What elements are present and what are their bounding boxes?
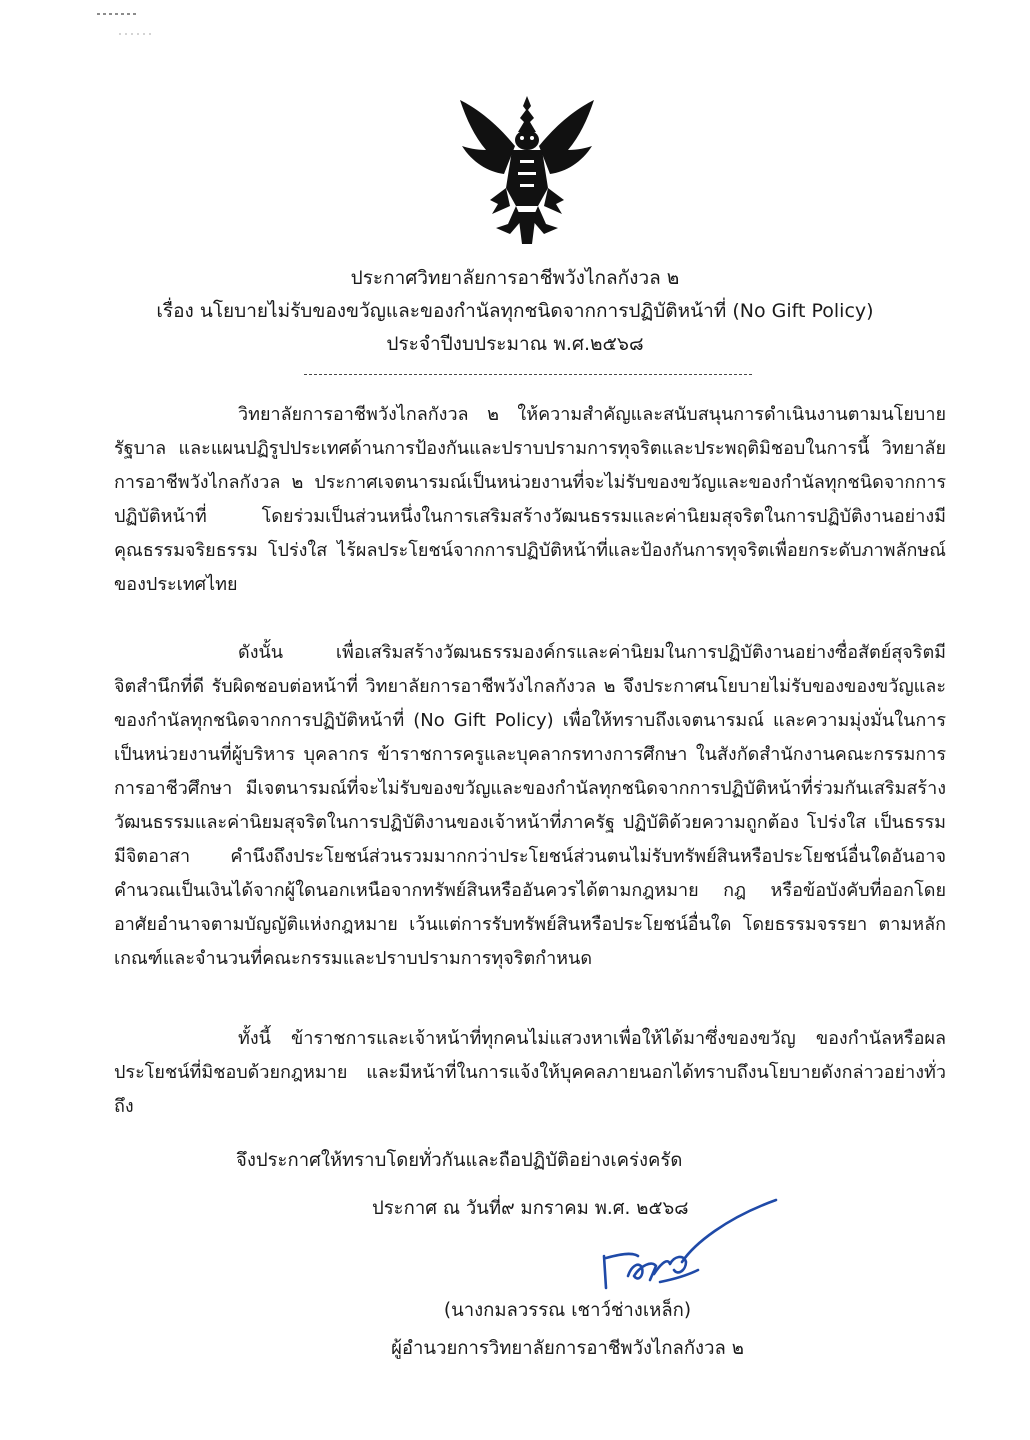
fiscal-year: ประจำปีงบประมาณ พ.ศ.๒๕๖๘ <box>386 333 644 355</box>
garuda-emblem-icon <box>452 88 602 248</box>
handwritten-signature-icon <box>590 1196 780 1296</box>
dashed-separator <box>304 374 752 375</box>
body-paragraph-3: ทั้งนี้ ข้าราชการและเจ้าหน้าที่ทุกคนไม่แสวงหาเพื่อให้ได้มาซึ่งของขวัญ ของกำนัลหรือผลประโยชน์ที่มิชอบด้วยกฎหมาย และมีหน้าที่ในการแจ้งให้บุคคลภายนอกได้ทราบถึงนโยบายดังกล่าวอย่างทั่วถึง <box>114 1028 946 1117</box>
signatory-name: (นางกมลวรรณ เชาว์ช่างเหล็ก) <box>443 1300 692 1321</box>
scan-speck-marks <box>95 8 165 38</box>
document-title: ประกาศวิทยาลัยการอาชีพวังไกลกังวล ๒ <box>350 267 680 289</box>
document-subject: เรื่อง นโยบายไม่รับของขวัญและของกำนัลทุกชนิดจากการปฏิบัติหน้าที่ (No Gift Policy) <box>156 300 874 322</box>
announcement-date: ประกาศ ณ วันที่๙ มกราคม พ.ศ. ๒๕๖๘ <box>372 1198 689 1219</box>
body-paragraph-1: วิทยาลัยการอาชีพวังไกลกังวล ๒ ให้ความสำคัญและสนับสนุนการดำเนินงานตามนโยบายรัฐบาล และแผนปฏิรูปประเทศด้านการป้องกันและปราบปรามการทุจริตและประพฤติมิชอบในการนี้ วิทยาลัยการอาชีพวังไกลกังวล ๒ ประกาศเจตนารมณ์เป็นหน่วยงานที่จะไม่รับของขวัญและของกำนัลทุกชนิดจากการปฏิบัติหน้าที่ โดยร่วมเป็นส่วนหนึ่งในการเสริมสร้างวัฒนธรรมและค่านิยมสุจริตในการปฏิบัติงานอย่างมีคุณธรรมจริยธรรม โปร่งใส ไร้ผลประโยชน์จากการปฏิบัติหน้าที่และป้องกันการทุจริตเพื่อยกระดับภาพลักษณ์ของประเทศไทย <box>114 404 946 595</box>
signatory-position: ผู้อำนวยการวิทยาลัยการอาชีพวังไกลกังวล ๒ <box>391 1338 744 1359</box>
closing-statement: จึงประกาศให้ทราบโดยทั่วกันและถือปฏิบัติอย่างเคร่งครัด <box>236 1150 683 1171</box>
body-paragraph-2: ดังนั้น เพื่อเสริมสร้างวัฒนธรรมองค์กรและค่านิยมในการปฏิบัติงานอย่างซื่อสัตย์สุจริตมีจิตสำนึกที่ดี รับผิดชอบต่อหน้าที่ วิทยาลัยการอาชีพวังไกลกังวล ๒ จึงประกาศนโยบายไม่รับของของขวัญและของกำนัลทุกชนิดจากการปฏิบัติหน้าที่ (No Gift Policy) เพื่อให้ทราบถึงเจตนารมณ์ และความมุ่งมั่นในการเป็นหน่วยงานที่ผู้บริหาร บุคลากร ข้าราชการครูและบุคลากรทางการศึกษา ในสังกัดสำนักงานคณะกรรมการการอาชีวศึกษา มีเจตนารมณ์ที่จะไม่รับของขวัญและของกำนัลทุกชนิดจากการปฏิบัติหน้าที่ร่วมกันเสริมสร้างวัฒนธรรมและค่านิยมสุจริตในการปฏิบัติงานของเจ้าหน้าที่ภาครัฐ ปฏิบัติด้วยความถูกต้อง โปร่งใส เป็นธรรม มีจิตอาสา คำนึงถึงประโยชน์ส่วนรวมมากกว่าประโยชน์ส่วนตนไม่รับทรัพย์สินหรือประโยชน์อื่นใดอันอาจคำนวณเป็นเงินได้จากผู้ใดนอกเหนือจากทรัพย์สินหรืออันควรได้ตามกฎหมาย กฎ หรือข้อบังคับที่ออกโดยอาศัยอำนาจตามบัญญัติแห่งกฎหมาย เว้นแต่การรับทรัพย์สินหรือประโยชน์อื่นใด โดยธรรมจรรยา ตามหลักเกณฑ์และจำนวนที่คณะกรรมและปราบปรามการทุจริตกำหนด <box>114 642 946 969</box>
